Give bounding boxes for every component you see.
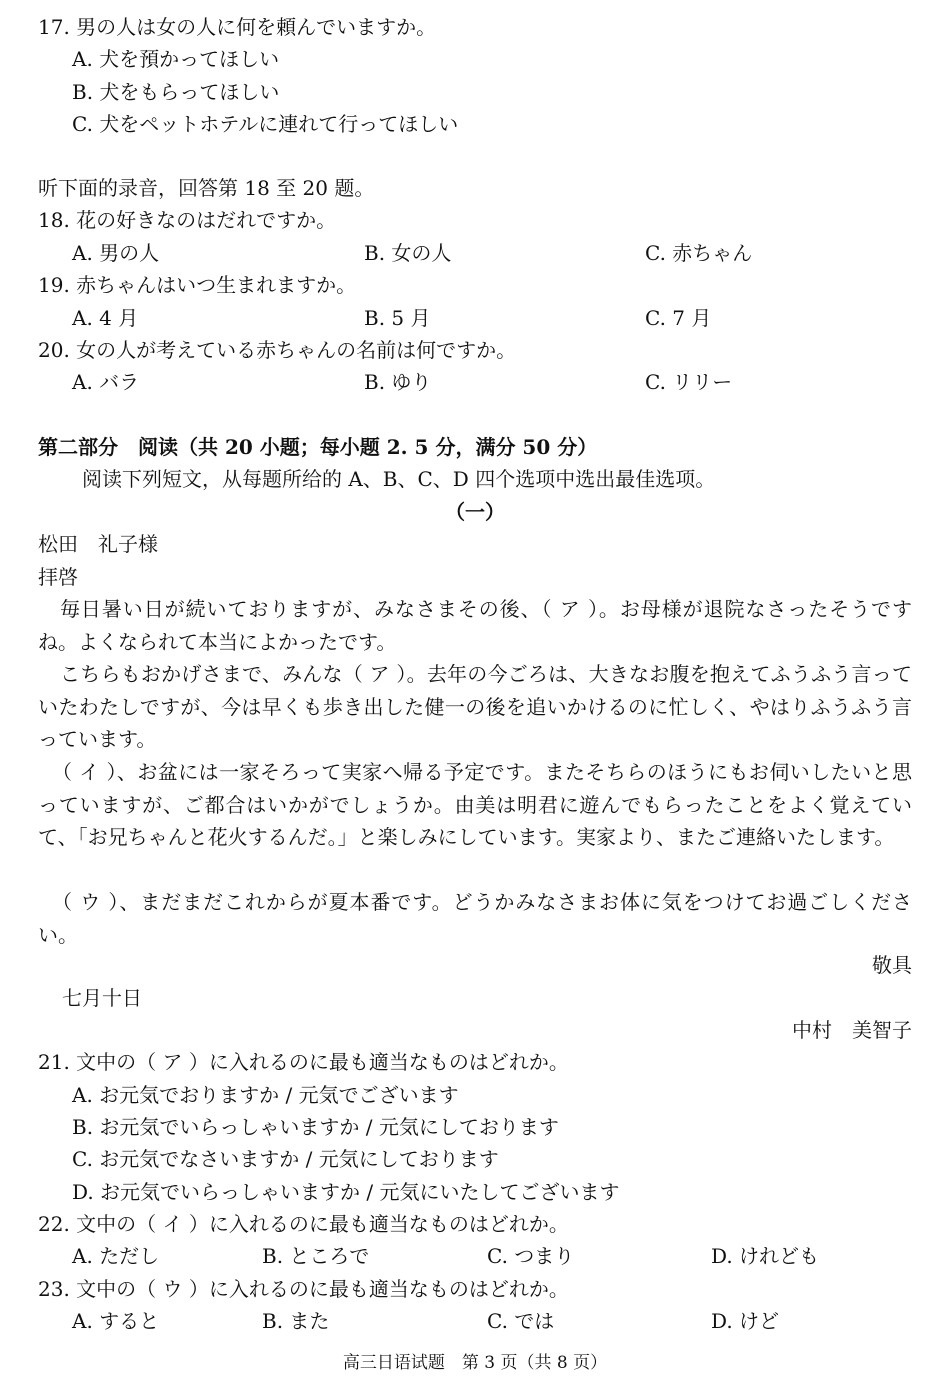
letter-closing: 敬具	[872, 953, 912, 977]
q20-stem: 20. 女の人が考えている赤ちゃんの名前は何ですか。	[38, 338, 517, 362]
q23-stem: 23. 文中の（ ウ ）に入れるのに最も適当なものはどれか。	[38, 1277, 569, 1301]
letter-paragraph-1: 毎日暑い日が続いておりますが、みなさまその後、（ ア ）。お母様が退院なさったそうですね。よくなられて本当によかったです。	[38, 597, 912, 654]
q20-option-c: C. リリー	[645, 370, 733, 394]
q17-option-c: C. 犬をペットホテルに連れて行ってほしい	[72, 112, 459, 136]
q20-option-b: B. ゆり	[364, 370, 432, 394]
q21-stem: 21. 文中の（ ア ）に入れるのに最も適当なものはどれか。	[38, 1050, 569, 1074]
q21-option-b: B. お元気でいらっしゃいますか / 元気にしております	[72, 1115, 559, 1139]
letter-paragraph-2: こちらもおかげさまで、みんな（ ア ）。去年の今ごろは、大きなお腹を抱えてふうふう言っていたわたしですが、今は早くも歩き出した健一の後を追いかけるのに忙しく、やはりふうふう言っています。	[38, 662, 912, 752]
page-footer: 高三日语试题 第 3 页（共 8 页）	[342, 1353, 608, 1373]
q17-option-a: A. 犬を預かってほしい	[72, 47, 280, 71]
q19-option-c: C. 7 月	[645, 306, 712, 330]
q19-option-b: B. 5 月	[364, 306, 431, 330]
q18-option-c: C. 赤ちゃん	[645, 241, 753, 265]
q18-stem: 18. 花の好きなのはだれですか。	[38, 208, 337, 232]
letter-addressee: 松田 礼子様	[38, 532, 158, 556]
listening-instruction: 听下面的录音，回答第 18 至 20 题。	[38, 176, 375, 200]
q23-option-d: D. けど	[711, 1309, 780, 1333]
q18-option-b: B. 女の人	[364, 241, 452, 265]
letter-date: 七月十日	[62, 986, 142, 1010]
passage-number: （一）	[445, 500, 505, 524]
q21-option-c: C. お元気でなさいますか / 元気にしております	[72, 1147, 499, 1171]
q18-option-a: A. 男の人	[72, 241, 160, 265]
q21-option-d: D. お元気でいらっしゃいますか / 元気にいたしてございます	[72, 1180, 620, 1204]
q19-stem: 19. 赤ちゃんはいつ生まれますか。	[38, 273, 357, 297]
q22-stem: 22. 文中の（ イ ）に入れるのに最も適当なものはどれか。	[38, 1212, 569, 1236]
q22-option-c: C. つまり	[487, 1244, 575, 1268]
q17-stem: 17. 男の人は女の人に何を頼んでいますか。	[38, 15, 437, 39]
q22-option-b: B. ところで	[262, 1244, 370, 1268]
q22-option-a: A. ただし	[72, 1244, 160, 1268]
letter-paragraph-4: （ ウ ）、まだまだこれからが夏本番です。どうかみなさまお体に気をつけてお過ごしください。	[38, 890, 912, 947]
letter-sender: 中村 美智子	[792, 1018, 912, 1042]
q22-option-d: D. けれども	[711, 1244, 820, 1268]
reading-instruction: 阅读下列短文，从每题所给的 A、B、C、D 四个选项中选出最佳选项。	[82, 467, 716, 491]
q23-option-a: A. すると	[72, 1309, 160, 1333]
q19-option-a: A. 4 月	[72, 306, 139, 330]
q17-option-b: B. 犬をもらってほしい	[72, 80, 280, 104]
letter-opening: 拝啓	[38, 565, 78, 589]
q23-option-b: B. また	[262, 1309, 330, 1333]
letter-paragraph-3: （ イ ）、お盆には一家そろって実家へ帰る予定です。またそちらのほうにもお伺いしたいと思っていますが、ご都合はいかがでしょうか。由美は明君に遊んでもらったことをよく覚えていて、「お兄ちゃんと花火するんだ。」と楽しみにしています。実家より、またご連絡いたします。	[38, 760, 912, 850]
q23-option-c: C. では	[487, 1309, 555, 1333]
q21-option-a: A. お元気でおりますか / 元気でございます	[72, 1083, 459, 1107]
q20-option-a: A. バラ	[72, 370, 140, 394]
reading-section-title: 第二部分 阅读（共 20 小题；每小题 2. 5 分，满分 50 分）	[38, 435, 598, 459]
